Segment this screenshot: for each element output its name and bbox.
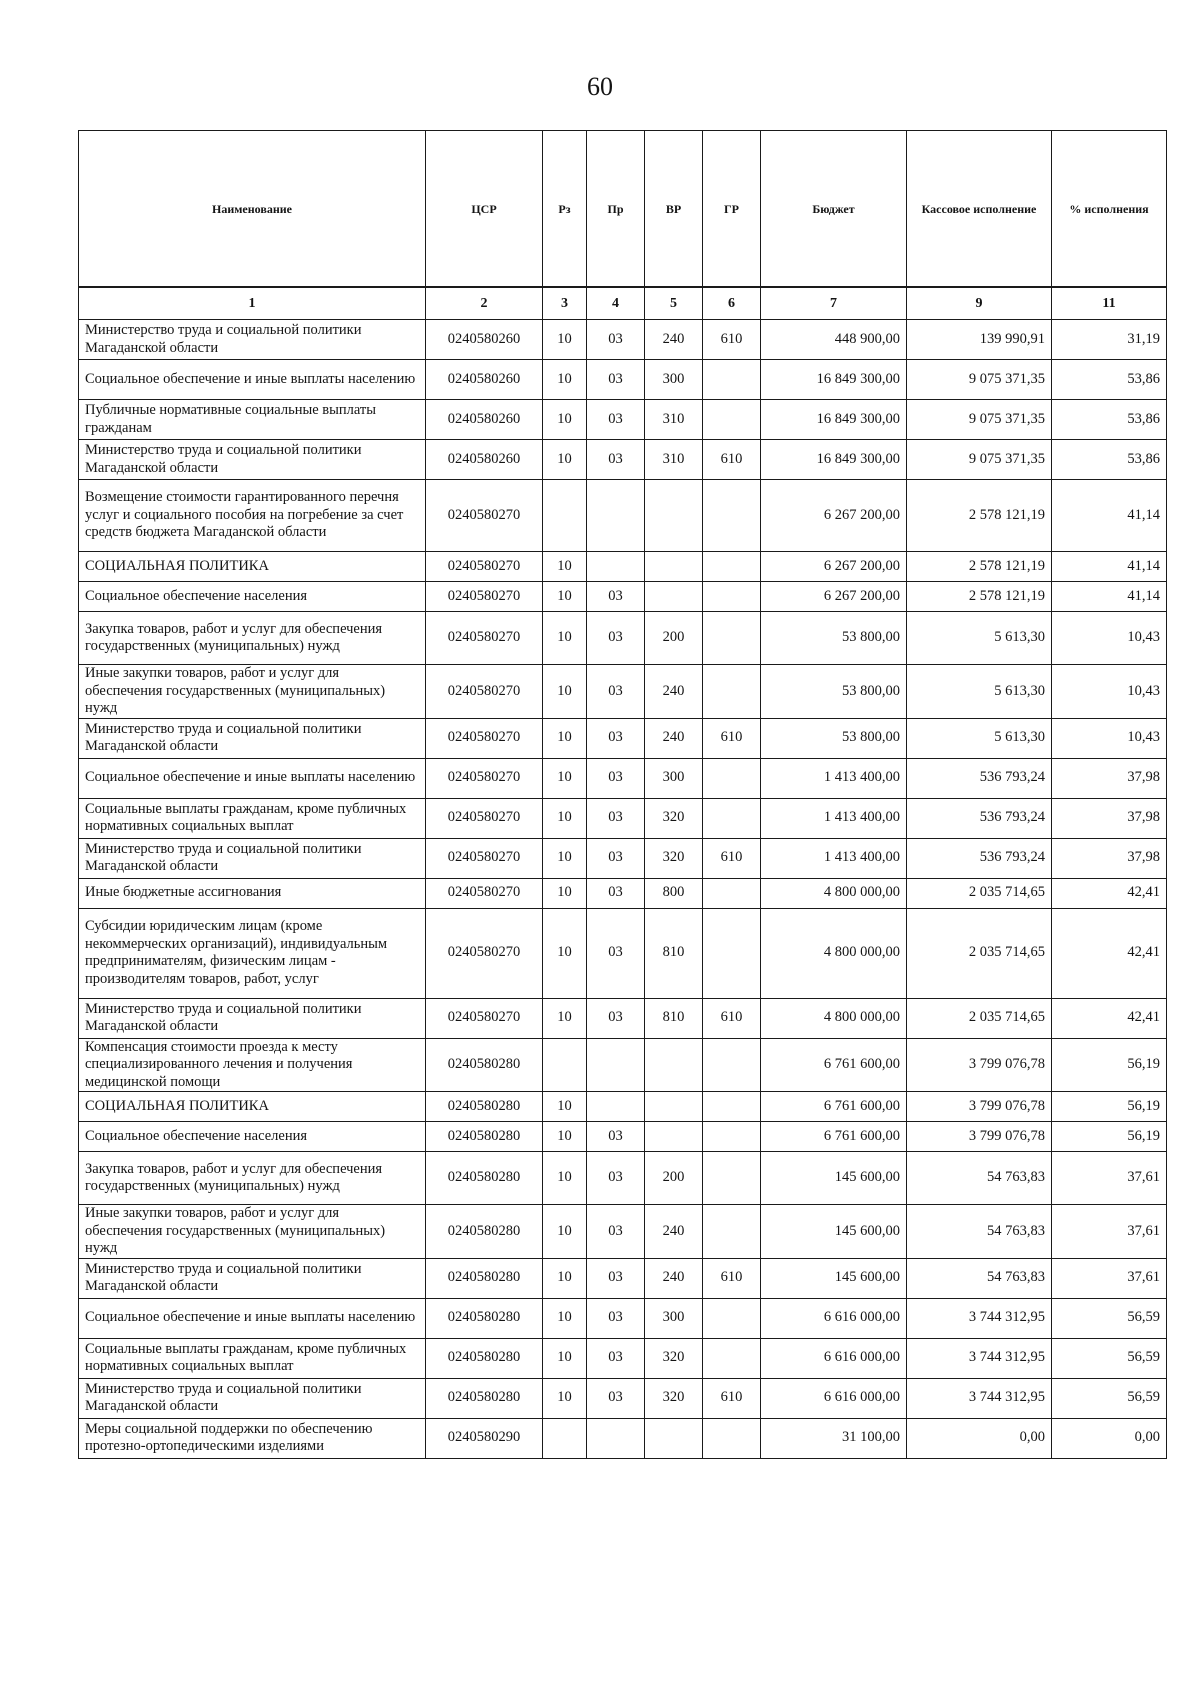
column-number: 6 xyxy=(703,287,761,320)
cell-execution-percent: 42,41 xyxy=(1052,908,1167,998)
cell-budget: 16 849 300,00 xyxy=(761,440,907,480)
cell-name: Меры социальной поддержки по обеспечению протезно-ортопедическими изделиями xyxy=(79,1418,426,1458)
cell-budget: 53 800,00 xyxy=(761,665,907,719)
cell-csr: 0240580270 xyxy=(426,480,543,552)
cell-budget: 4 800 000,00 xyxy=(761,998,907,1038)
cell-cash-execution: 536 793,24 xyxy=(907,798,1052,838)
cell-cash-execution: 2 035 714,65 xyxy=(907,908,1052,998)
table-row xyxy=(79,1378,1167,1418)
cell-pr: 03 xyxy=(587,1122,645,1152)
table-row xyxy=(79,798,1167,838)
cell-budget: 16 849 300,00 xyxy=(761,360,907,400)
cell-csr: 0240580280 xyxy=(426,1152,543,1205)
cell-budget: 1 413 400,00 xyxy=(761,838,907,878)
cell-gr xyxy=(703,400,761,440)
cell-gr xyxy=(703,1418,761,1458)
cell-vr: 240 xyxy=(645,1205,703,1259)
cell-execution-percent: 37,61 xyxy=(1052,1258,1167,1298)
table-header-row xyxy=(79,131,1167,288)
cell-name: СОЦИАЛЬНАЯ ПОЛИТИКА xyxy=(79,1092,426,1122)
cell-rz: 10 xyxy=(543,1152,587,1205)
table-row xyxy=(79,758,1167,798)
cell-gr xyxy=(703,1338,761,1378)
cell-cash-execution: 9 075 371,35 xyxy=(907,440,1052,480)
cell-vr: 240 xyxy=(645,718,703,758)
cell-name: Иные бюджетные ассигнования xyxy=(79,878,426,908)
cell-pr: 03 xyxy=(587,998,645,1038)
table-body xyxy=(79,320,1167,1459)
cell-cash-execution: 2 578 121,19 xyxy=(907,582,1052,612)
cell-cash-execution: 3 744 312,95 xyxy=(907,1378,1052,1418)
table-row xyxy=(79,480,1167,552)
header-rz: Рз xyxy=(543,131,587,288)
cell-gr xyxy=(703,480,761,552)
cell-budget: 6 616 000,00 xyxy=(761,1338,907,1378)
cell-name: Социальное обеспечение и иные выплаты населению xyxy=(79,360,426,400)
cell-csr: 0240580270 xyxy=(426,798,543,838)
header-name: Наименование xyxy=(79,131,426,288)
cell-cash-execution: 2 578 121,19 xyxy=(907,480,1052,552)
cell-pr: 03 xyxy=(587,1258,645,1298)
table-row xyxy=(79,1092,1167,1122)
cell-execution-percent: 42,41 xyxy=(1052,878,1167,908)
cell-csr: 0240580280 xyxy=(426,1122,543,1152)
table-row xyxy=(79,998,1167,1038)
cell-gr xyxy=(703,1038,761,1092)
cell-gr xyxy=(703,1122,761,1152)
cell-csr: 0240580270 xyxy=(426,612,543,665)
column-number: 9 xyxy=(907,287,1052,320)
cell-rz xyxy=(543,1418,587,1458)
cell-name: Субсидии юридическим лицам (кроме некоммерческих организаций), индивидуальным предпринимателям, физическим лицам - производителям товаров, работ, услуг xyxy=(79,908,426,998)
cell-rz xyxy=(543,1038,587,1092)
table-row xyxy=(79,665,1167,719)
cell-gr xyxy=(703,1205,761,1259)
cell-name: Социальные выплаты гражданам, кроме публичных нормативных социальных выплат xyxy=(79,1338,426,1378)
cell-execution-percent: 10,43 xyxy=(1052,665,1167,719)
cell-rz: 10 xyxy=(543,908,587,998)
cell-budget: 1 413 400,00 xyxy=(761,758,907,798)
cell-csr: 0240580260 xyxy=(426,320,543,360)
cell-budget: 448 900,00 xyxy=(761,320,907,360)
cell-vr: 800 xyxy=(645,878,703,908)
cell-pr: 03 xyxy=(587,320,645,360)
cell-name: Закупка товаров, работ и услуг для обеспечения государственных (муниципальных) нужд xyxy=(79,612,426,665)
cell-rz: 10 xyxy=(543,838,587,878)
cell-cash-execution: 2 578 121,19 xyxy=(907,552,1052,582)
cell-execution-percent: 56,59 xyxy=(1052,1338,1167,1378)
cell-budget: 4 800 000,00 xyxy=(761,908,907,998)
cell-execution-percent: 37,98 xyxy=(1052,758,1167,798)
cell-cash-execution: 536 793,24 xyxy=(907,758,1052,798)
cell-pr: 03 xyxy=(587,798,645,838)
cell-vr xyxy=(645,1092,703,1122)
cell-rz: 10 xyxy=(543,878,587,908)
cell-name: Социальное обеспечение населения xyxy=(79,582,426,612)
cell-pr: 03 xyxy=(587,360,645,400)
cell-gr xyxy=(703,612,761,665)
cell-rz: 10 xyxy=(543,1205,587,1259)
cell-csr: 0240580260 xyxy=(426,440,543,480)
table-row xyxy=(79,1122,1167,1152)
cell-rz: 10 xyxy=(543,582,587,612)
cell-vr: 310 xyxy=(645,440,703,480)
cell-csr: 0240580270 xyxy=(426,908,543,998)
cell-csr: 0240580280 xyxy=(426,1298,543,1338)
cell-pr xyxy=(587,1418,645,1458)
cell-gr: 610 xyxy=(703,838,761,878)
cell-gr xyxy=(703,798,761,838)
cell-execution-percent: 31,19 xyxy=(1052,320,1167,360)
cell-vr: 810 xyxy=(645,908,703,998)
cell-rz xyxy=(543,480,587,552)
cell-budget: 145 600,00 xyxy=(761,1205,907,1259)
cell-name: Министерство труда и социальной политики Магаданской области xyxy=(79,1258,426,1298)
cell-vr: 310 xyxy=(645,400,703,440)
header-gr: ГР xyxy=(703,131,761,288)
cell-vr xyxy=(645,582,703,612)
cell-gr xyxy=(703,360,761,400)
cell-name: Возмещение стоимости гарантированного перечня услуг и социального пособия на погребение за счет средств бюджета Магаданской области xyxy=(79,480,426,552)
cell-name: Социальное обеспечение и иные выплаты населению xyxy=(79,1298,426,1338)
cell-cash-execution: 3 799 076,78 xyxy=(907,1122,1052,1152)
cell-gr xyxy=(703,1298,761,1338)
header-pr: Пр xyxy=(587,131,645,288)
cell-name: Закупка товаров, работ и услуг для обеспечения государственных (муниципальных) нужд xyxy=(79,1152,426,1205)
cell-vr: 300 xyxy=(645,1298,703,1338)
table-row xyxy=(79,1418,1167,1458)
cell-pr: 03 xyxy=(587,1378,645,1418)
cell-vr xyxy=(645,480,703,552)
cell-vr: 200 xyxy=(645,1152,703,1205)
cell-gr: 610 xyxy=(703,440,761,480)
cell-rz: 10 xyxy=(543,400,587,440)
cell-cash-execution: 54 763,83 xyxy=(907,1205,1052,1259)
cell-name: Публичные нормативные социальные выплаты гражданам xyxy=(79,400,426,440)
cell-execution-percent: 10,43 xyxy=(1052,718,1167,758)
cell-vr: 240 xyxy=(645,1258,703,1298)
cell-csr: 0240580290 xyxy=(426,1418,543,1458)
cell-gr xyxy=(703,1152,761,1205)
cell-name: Социальное обеспечение населения xyxy=(79,1122,426,1152)
cell-budget: 4 800 000,00 xyxy=(761,878,907,908)
cell-vr: 240 xyxy=(645,320,703,360)
cell-name: Министерство труда и социальной политики Магаданской области xyxy=(79,440,426,480)
cell-vr xyxy=(645,1418,703,1458)
cell-csr: 0240580280 xyxy=(426,1338,543,1378)
cell-name: Социальные выплаты гражданам, кроме публичных нормативных социальных выплат xyxy=(79,798,426,838)
cell-execution-percent: 41,14 xyxy=(1052,552,1167,582)
cell-pr xyxy=(587,1092,645,1122)
cell-rz: 10 xyxy=(543,718,587,758)
cell-pr: 03 xyxy=(587,878,645,908)
cell-cash-execution: 536 793,24 xyxy=(907,838,1052,878)
cell-budget: 6 616 000,00 xyxy=(761,1298,907,1338)
cell-cash-execution: 2 035 714,65 xyxy=(907,998,1052,1038)
cell-csr: 0240580260 xyxy=(426,400,543,440)
cell-rz: 10 xyxy=(543,1092,587,1122)
cell-gr: 610 xyxy=(703,1258,761,1298)
cell-cash-execution: 3 799 076,78 xyxy=(907,1092,1052,1122)
cell-rz: 10 xyxy=(543,1122,587,1152)
cell-gr xyxy=(703,552,761,582)
table-row xyxy=(79,582,1167,612)
cell-budget: 6 267 200,00 xyxy=(761,552,907,582)
cell-rz: 10 xyxy=(543,1338,587,1378)
cell-gr: 610 xyxy=(703,320,761,360)
cell-execution-percent: 41,14 xyxy=(1052,582,1167,612)
cell-csr: 0240580270 xyxy=(426,838,543,878)
column-number: 2 xyxy=(426,287,543,320)
cell-pr: 03 xyxy=(587,718,645,758)
cell-vr xyxy=(645,1122,703,1152)
cell-budget: 145 600,00 xyxy=(761,1152,907,1205)
cell-pr: 03 xyxy=(587,838,645,878)
cell-budget: 6 761 600,00 xyxy=(761,1122,907,1152)
cell-execution-percent: 53,86 xyxy=(1052,360,1167,400)
cell-execution-percent: 10,43 xyxy=(1052,612,1167,665)
table-row xyxy=(79,612,1167,665)
cell-vr: 240 xyxy=(645,665,703,719)
cell-pr: 03 xyxy=(587,908,645,998)
cell-gr xyxy=(703,908,761,998)
budget-execution-table xyxy=(78,130,1167,1459)
cell-pr xyxy=(587,552,645,582)
cell-name: Министерство труда и социальной политики Магаданской области xyxy=(79,1378,426,1418)
header-budget: Бюджет xyxy=(761,131,907,288)
cell-csr: 0240580280 xyxy=(426,1205,543,1259)
cell-cash-execution: 0,00 xyxy=(907,1418,1052,1458)
cell-csr: 0240580260 xyxy=(426,360,543,400)
cell-cash-execution: 2 035 714,65 xyxy=(907,878,1052,908)
cell-csr: 0240580270 xyxy=(426,998,543,1038)
cell-execution-percent: 37,98 xyxy=(1052,838,1167,878)
cell-execution-percent: 53,86 xyxy=(1052,440,1167,480)
table-row xyxy=(79,440,1167,480)
cell-gr xyxy=(703,1092,761,1122)
cell-budget: 6 267 200,00 xyxy=(761,582,907,612)
cell-rz: 10 xyxy=(543,998,587,1038)
cell-execution-percent: 0,00 xyxy=(1052,1418,1167,1458)
cell-cash-execution: 3 744 312,95 xyxy=(907,1298,1052,1338)
table-row xyxy=(79,1038,1167,1092)
cell-budget: 53 800,00 xyxy=(761,718,907,758)
cell-pr: 03 xyxy=(587,1298,645,1338)
cell-vr: 320 xyxy=(645,838,703,878)
cell-execution-percent: 56,59 xyxy=(1052,1298,1167,1338)
cell-pr: 03 xyxy=(587,665,645,719)
cell-csr: 0240580280 xyxy=(426,1258,543,1298)
cell-rz: 10 xyxy=(543,440,587,480)
page-number: 60 xyxy=(587,72,613,101)
cell-cash-execution: 9 075 371,35 xyxy=(907,400,1052,440)
cell-name: Социальное обеспечение и иные выплаты населению xyxy=(79,758,426,798)
cell-gr xyxy=(703,665,761,719)
table-row xyxy=(79,320,1167,360)
cell-pr: 03 xyxy=(587,1205,645,1259)
cell-budget: 6 761 600,00 xyxy=(761,1092,907,1122)
cell-name: Министерство труда и социальной политики Магаданской области xyxy=(79,838,426,878)
cell-rz: 10 xyxy=(543,1258,587,1298)
header-cash-execution: Кассовое исполнение xyxy=(907,131,1052,288)
table-row xyxy=(79,1298,1167,1338)
cell-rz: 10 xyxy=(543,1298,587,1338)
cell-csr: 0240580270 xyxy=(426,665,543,719)
cell-vr: 320 xyxy=(645,798,703,838)
cell-name: Иные закупки товаров, работ и услуг для обеспечения государственных (муниципальных) нужд xyxy=(79,1205,426,1259)
cell-gr: 610 xyxy=(703,718,761,758)
cell-csr: 0240580280 xyxy=(426,1092,543,1122)
cell-gr xyxy=(703,582,761,612)
cell-execution-percent: 42,41 xyxy=(1052,998,1167,1038)
cell-cash-execution: 139 990,91 xyxy=(907,320,1052,360)
cell-budget: 31 100,00 xyxy=(761,1418,907,1458)
cell-pr: 03 xyxy=(587,1338,645,1378)
cell-name: Министерство труда и социальной политики Магаданской области xyxy=(79,718,426,758)
column-number: 1 xyxy=(79,287,426,320)
cell-rz: 10 xyxy=(543,798,587,838)
cell-budget: 53 800,00 xyxy=(761,612,907,665)
table-row xyxy=(79,1258,1167,1298)
header-vr: ВР xyxy=(645,131,703,288)
cell-csr: 0240580270 xyxy=(426,878,543,908)
cell-execution-percent: 56,19 xyxy=(1052,1122,1167,1152)
column-number: 4 xyxy=(587,287,645,320)
cell-cash-execution: 5 613,30 xyxy=(907,718,1052,758)
cell-execution-percent: 37,98 xyxy=(1052,798,1167,838)
cell-cash-execution: 9 075 371,35 xyxy=(907,360,1052,400)
cell-pr: 03 xyxy=(587,582,645,612)
table-row xyxy=(79,360,1167,400)
cell-execution-percent: 56,59 xyxy=(1052,1378,1167,1418)
cell-cash-execution: 3 744 312,95 xyxy=(907,1338,1052,1378)
table-row xyxy=(79,400,1167,440)
cell-csr: 0240580280 xyxy=(426,1038,543,1092)
cell-name: Иные закупки товаров, работ и услуг для обеспечения государственных (муниципальных) нужд xyxy=(79,665,426,719)
cell-rz: 10 xyxy=(543,360,587,400)
cell-gr: 610 xyxy=(703,1378,761,1418)
cell-name: СОЦИАЛЬНАЯ ПОЛИТИКА xyxy=(79,552,426,582)
table-row xyxy=(79,1338,1167,1378)
cell-vr xyxy=(645,1038,703,1092)
cell-rz: 10 xyxy=(543,552,587,582)
cell-csr: 0240580270 xyxy=(426,582,543,612)
cell-execution-percent: 56,19 xyxy=(1052,1092,1167,1122)
cell-pr xyxy=(587,480,645,552)
cell-cash-execution: 3 799 076,78 xyxy=(907,1038,1052,1092)
cell-gr: 610 xyxy=(703,998,761,1038)
cell-pr: 03 xyxy=(587,400,645,440)
column-number: 5 xyxy=(645,287,703,320)
cell-rz: 10 xyxy=(543,612,587,665)
table-row xyxy=(79,1152,1167,1205)
table-row xyxy=(79,908,1167,998)
cell-pr: 03 xyxy=(587,758,645,798)
cell-name: Компенсация стоимости проезда к месту специализированного лечения и получения медицинской помощи xyxy=(79,1038,426,1092)
cell-vr: 200 xyxy=(645,612,703,665)
cell-csr: 0240580270 xyxy=(426,718,543,758)
cell-vr: 320 xyxy=(645,1338,703,1378)
cell-budget: 6 616 000,00 xyxy=(761,1378,907,1418)
cell-vr: 810 xyxy=(645,998,703,1038)
cell-csr: 0240580280 xyxy=(426,1378,543,1418)
cell-pr: 03 xyxy=(587,1152,645,1205)
column-number: 11 xyxy=(1052,287,1167,320)
cell-budget: 145 600,00 xyxy=(761,1258,907,1298)
cell-execution-percent: 41,14 xyxy=(1052,480,1167,552)
cell-execution-percent: 53,86 xyxy=(1052,400,1167,440)
table-row xyxy=(79,552,1167,582)
cell-vr: 320 xyxy=(645,1378,703,1418)
table-row xyxy=(79,1205,1167,1259)
cell-cash-execution: 5 613,30 xyxy=(907,612,1052,665)
cell-pr: 03 xyxy=(587,440,645,480)
cell-rz: 10 xyxy=(543,758,587,798)
cell-rz: 10 xyxy=(543,665,587,719)
cell-budget: 16 849 300,00 xyxy=(761,400,907,440)
column-number: 7 xyxy=(761,287,907,320)
table-row xyxy=(79,878,1167,908)
table-row xyxy=(79,718,1167,758)
cell-vr: 300 xyxy=(645,758,703,798)
cell-budget: 6 267 200,00 xyxy=(761,480,907,552)
cell-vr: 300 xyxy=(645,360,703,400)
cell-execution-percent: 37,61 xyxy=(1052,1205,1167,1259)
cell-execution-percent: 56,19 xyxy=(1052,1038,1167,1092)
cell-gr xyxy=(703,878,761,908)
header-execution-percent: % исполнения xyxy=(1052,131,1167,288)
cell-name: Министерство труда и социальной политики Магаданской области xyxy=(79,998,426,1038)
cell-budget: 1 413 400,00 xyxy=(761,798,907,838)
column-number: 3 xyxy=(543,287,587,320)
cell-rz: 10 xyxy=(543,1378,587,1418)
header-csr: ЦСР xyxy=(426,131,543,288)
cell-cash-execution: 54 763,83 xyxy=(907,1152,1052,1205)
cell-pr xyxy=(587,1038,645,1092)
column-number-row xyxy=(79,287,1167,320)
cell-execution-percent: 37,61 xyxy=(1052,1152,1167,1205)
table-row xyxy=(79,838,1167,878)
cell-gr xyxy=(703,758,761,798)
cell-budget: 6 761 600,00 xyxy=(761,1038,907,1092)
cell-cash-execution: 54 763,83 xyxy=(907,1258,1052,1298)
cell-csr: 0240580270 xyxy=(426,552,543,582)
cell-cash-execution: 5 613,30 xyxy=(907,665,1052,719)
cell-pr: 03 xyxy=(587,612,645,665)
cell-rz: 10 xyxy=(543,320,587,360)
cell-name: Министерство труда и социальной политики Магаданской области xyxy=(79,320,426,360)
cell-vr xyxy=(645,552,703,582)
cell-csr: 0240580270 xyxy=(426,758,543,798)
